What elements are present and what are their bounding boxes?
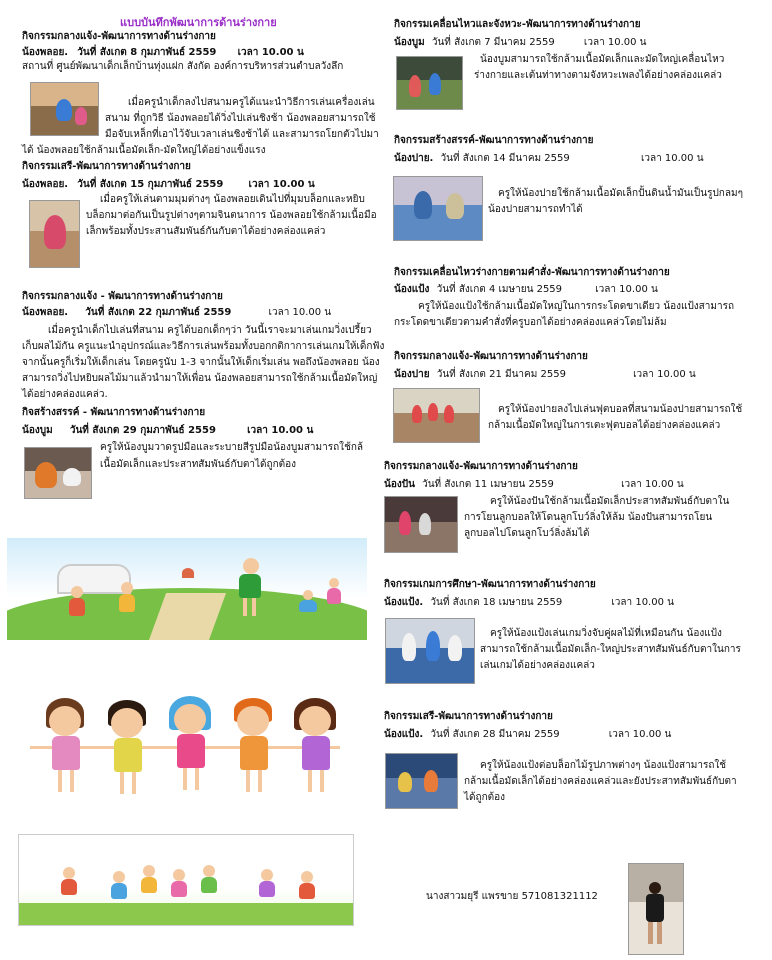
activity-heading: กิจกรรมเคลื่อนไหวร่างกายตามคำสั่ง-พัฒนาการทางด้านร่างกาย xyxy=(394,267,670,278)
observation-time: เวลา 10.00 น xyxy=(608,729,672,740)
activity-text: กล้ามเนื้อมัดเล็กได้อย่างคล่องแคล่วและยังประสาทสัมพันธ์กับตา xyxy=(464,776,737,787)
observation-date: วันที่ สังเกต 21 มีนาคม 2559 xyxy=(436,369,566,380)
fruit-matching-game-photo xyxy=(385,618,475,684)
observation-meta xyxy=(394,368,696,383)
activity-text: สนาม ที่ถูกวิธี น้องพลอยได้วิ่งไปเล่นชิงช้า น้องพลอยสามารถใช้ xyxy=(105,113,376,124)
observation-time: เวลา 10.00 น xyxy=(247,425,314,436)
football-photo xyxy=(393,388,480,443)
observation-time: เวลา 10.00 น xyxy=(583,37,647,48)
observation-date: วันที่ สังเกต 28 มีนาคม 2559 xyxy=(430,729,560,740)
observation-meta xyxy=(384,478,684,493)
observation-date: วันที่ สังเกต 22 กุมภาพันธ์ 2559 xyxy=(85,307,232,318)
observation-date: วันที่ สังเกต 4 เมษายน 2559 xyxy=(436,284,563,295)
activity-text: มือจับเหล็กที่เอาไว้จับเวลาเล่นชิงช้าได้ และสามารถโยกตัวไปมา xyxy=(105,129,379,140)
observation-time: เวลา 10.00 น xyxy=(248,179,315,190)
observation-meta xyxy=(22,306,331,321)
children-holding-hands-illustration xyxy=(20,690,350,800)
child-name: น้องแป้ง xyxy=(394,284,430,295)
activity-text: กระโดดขาเดียวตามคำสั่งที่ครูบอกได้อย่างคล่องแคล่วโดยไม่ล้ม xyxy=(394,317,667,328)
activity-text: เมื่อครูนำเด็กไปเล่นที่สนาม ครูได้บอกเด็กๆว่า วันนี้เราจะมาเล่นเกมวิ่งเปรี้ยว xyxy=(48,325,372,336)
activity-text: ครูให้น้องปันใช้กล้ามเนื้อมัดเล็กประสาทสัมพันธ์กับตาใน xyxy=(490,496,730,507)
observation-time: เวลา 10.00 น xyxy=(268,307,332,318)
activity-text: ครูให้น้องปายลงไปเล่นฟุตบอลที่สนามน้องปายสามารถใช้ xyxy=(498,404,743,415)
observation-date: วันที่ สังเกต 15 กุมภาพันธ์ 2559 xyxy=(77,179,224,190)
form-title: แบบบันทึกพัฒนาการด้านร่างกาย xyxy=(120,16,277,29)
observation-time: เวลา 10.00 น xyxy=(595,284,658,295)
observation-date: วันที่ สังเกต 11 เมษายน 2559 xyxy=(422,479,554,490)
activity-text: เล็กพร้อมทั้งประสานสัมพันธ์กันกับตาได้อย่างคล่องแคล่ว xyxy=(86,226,326,237)
observation-meta xyxy=(394,283,658,298)
child-name: น้องบูม xyxy=(394,37,425,48)
observation-date: วันที่ สังเกต 14 มีนาคม 2559 xyxy=(440,153,570,164)
swing-photo xyxy=(30,82,99,136)
clay-molding-photo xyxy=(393,176,483,241)
observation-time: เวลา 10.00 น xyxy=(237,47,304,58)
observation-meta xyxy=(22,46,304,61)
activity-heading: กิจกรรมกลางแจ้ง-พัฒนาการทางด้านร่างกาย xyxy=(394,351,588,362)
child-name: น้องแป้ง. xyxy=(384,597,424,608)
activity-text: ร่างกายและเต้นท่าทางตามจังหวะเพลงได้อย่างคล่องแคล่ว xyxy=(474,70,722,81)
observation-date: วันที่ สังเกต 8 กุมภาพันธ์ 2559 xyxy=(77,47,217,58)
activity-text: การโยนลูกบอลให้โดนลูกโบว์ลิ่งให้ล้ม น้องปันสามารถโยน xyxy=(464,512,713,523)
bowling-photo xyxy=(384,496,458,553)
observation-date: วันที่ สังเกต 7 มีนาคม 2559 xyxy=(431,37,555,48)
activity-text: ครูให้น้องปายใช้กล้ามเนื้อมัดเล็กปั้นดินน้ำมันเป็นรูปกลมๆ xyxy=(498,188,743,199)
child-name: น้องพลอย. xyxy=(22,307,69,318)
activity-text: ครูให้น้องแป้งต่อบล็อกไม้รูปภาพต่างๆ น้องแป้งสามารถใช้ xyxy=(480,760,727,771)
activity-text: เมื่อครูให้เล่นตามมุมต่างๆ น้องพลอยเดินไปที่มุมบล็อกและหยิบ xyxy=(100,194,365,205)
activity-text: เมื่อครูนำเด็กลงไปสนามครูได้แนะนำวิธีการเล่นเครื่องเล่น xyxy=(128,97,375,108)
drawing-photo xyxy=(24,447,92,499)
activity-text: สามารถวิ่งไปหยิบผลไม้มาแล้วนำมาให้เพื่อน น้องพลอยสามารถใช้กล้ามเนื้อมัดใหญ่ xyxy=(22,373,378,384)
observation-meta xyxy=(22,424,313,439)
child-name: น้องบูม xyxy=(22,425,53,436)
activity-text: เนื้อมัดเล็กและประสาทสัมพันธ์กับตาได้ถูกต้อง xyxy=(100,459,297,470)
activity-text: ครูให้น้องแป้งใช้กล้ามเนื้อมัดใหญ่ในการกระโดดขาเดียว น้องแป้งสามารถ xyxy=(418,301,735,312)
student-portrait-photo xyxy=(628,863,684,955)
activity-heading: กิจกรรมเสรี-พัฒนาการทางด้านร่างกาย xyxy=(22,161,191,172)
activity-text: น้องปายสามารถทำได้ xyxy=(488,204,583,215)
observation-date: วันที่ สังเกต 29 กุมภาพันธ์ 2559 xyxy=(69,425,216,436)
activity-text: ได้อย่างคล่องแคล่ว. xyxy=(22,389,108,400)
observation-time: เวลา 10.00 น xyxy=(633,369,696,380)
activity-text: ได้ถูกต้อง xyxy=(464,792,506,803)
child-name: น้องพลอย. xyxy=(22,47,69,58)
child-name: น้องปัน xyxy=(384,479,415,490)
observation-time: เวลา 10.00 น xyxy=(640,153,704,164)
observation-meta xyxy=(394,36,647,51)
activity-heading: กิจกรรมสร้างสรรค์-พัฒนาการทางด้านร่างกาย xyxy=(394,135,594,146)
observation-meta xyxy=(384,728,671,743)
dance-photo xyxy=(396,56,463,110)
activity-text: ครูให้น้องแป้งเล่นเกมวิ่งจับคู่ผลไม้ที่เหมือนกัน น้องแป้ง xyxy=(490,628,722,639)
activity-text: เล่นเกมได้อย่างคล่องแคล่ว xyxy=(480,660,595,671)
activity-text: กล้ามเนื้อมัดใหญ่ในการเตะฟุตบอลได้อย่างคล่องแคล่ว xyxy=(488,420,721,431)
activity-text: เก็บผลไม้กัน ครูแนะนำอุปกรณ์และวิธีการเล่นพร้อมทั้งบอกกติกาการเล่นเกมให้เด็กฟัง xyxy=(22,341,385,352)
block-play-photo xyxy=(29,200,80,268)
activity-text: น้องบูมสามารถใช้กล้ามเนื้อมัดเล็กและมัดใหญ่เคลื่อนไหว xyxy=(480,54,725,65)
activity-heading: กิจกรรมกลางแจ้ง-พัฒนาการทางด้านร่างกาย xyxy=(384,461,578,472)
activity-text: ลูกบอลไปโดนลูกโบว์ลิ่งล้มได้ xyxy=(464,528,590,539)
observation-meta xyxy=(394,152,704,167)
activity-heading: กิจกรรมเสรี-พัฒนาการทางด้านร่างกาย xyxy=(384,711,553,722)
activity-text: จากนั้นครูก็เริ่มให้เด็กเล่น โดยครูนับ 1-3 จากนั้นให้เด็กเริ่มเล่น พอถึงน้องพลอย น้อง xyxy=(22,357,380,368)
playground-illustration xyxy=(7,538,367,640)
activity-heading: กิจสร้างสรรค์ - พัฒนาการทางด้านร่างกาย xyxy=(22,407,206,418)
child-name: น้องแป้ง. xyxy=(384,729,424,740)
activity-heading: กิจกรรมเกมการศึกษา-พัฒนาการทางด้านร่างกาย xyxy=(384,579,596,590)
child-name: น้องปาย xyxy=(394,369,430,380)
child-name: น้องปาย. xyxy=(394,153,434,164)
kids-on-grass-illustration xyxy=(18,834,354,926)
block-puzzle-photo xyxy=(385,753,458,809)
observation-time: เวลา 10.00 น xyxy=(611,597,674,608)
observation-meta xyxy=(384,596,674,611)
observation-meta xyxy=(22,178,315,193)
activity-heading: กิจกรรมกลางแจ้ง-พัฒนาการทางด้านร่างกาย xyxy=(22,31,216,42)
activity-text: สามารถใช้กล้ามเนื้อมัดเล็ก-ใหญ่ประสาทสัมพันธ์กับตาในการ xyxy=(480,644,741,655)
activity-heading: กิจกรรมกลางแจ้ง - พัฒนาการทางด้านร่างกาย xyxy=(22,291,223,302)
signature: นางสาวมยุรี แพรขาย 571081321112 xyxy=(426,891,598,902)
observation-time: เวลา 10.00 น xyxy=(621,479,684,490)
observation-date: วันที่ สังเกต 18 เมษายน 2559 xyxy=(430,597,563,608)
activity-heading: กิจกรรมเคลื่อนไหวและจังหวะ-พัฒนาการทางด้านร่างกาย xyxy=(394,19,641,30)
activity-text: บล็อกมาต่อกันเป็นรูปต่างๆตามจินตนาการ น้องพลอยใช้กล้ามเนื้อมือ xyxy=(86,210,377,221)
observation-place: สถานที่ ศูนย์พัฒนาเด็กเล็กบ้านทุ่งแฝก สังกัด องค์การบริหารส่วนตำบลวังลึก xyxy=(22,61,344,72)
activity-text: ได้ น้องพลอยใช้กล้ามเนื้อมัดเล็ก-มัดใหญ่ได้อย่างแข็งแรง xyxy=(22,145,266,156)
child-name: น้องพลอย. xyxy=(22,179,69,190)
activity-text: ครูให้น้องบูมวาดรูปมือและระบายสีรูปมือน้องบูมสามารถใช้กล้ xyxy=(100,442,364,453)
